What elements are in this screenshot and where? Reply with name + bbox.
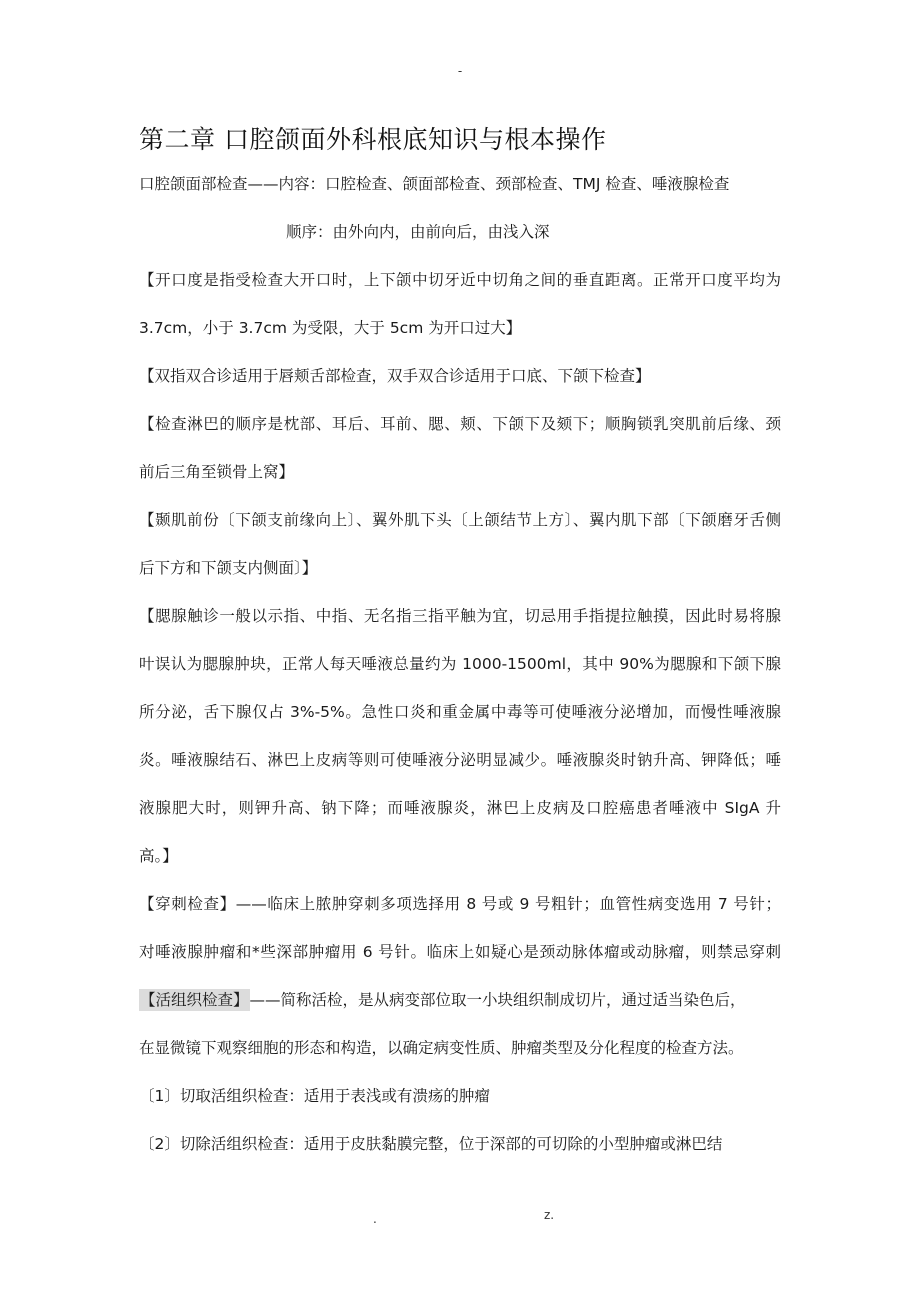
paragraph-line: 在显微镜下观察细胞的形态和构造，以确定病变性质、肿瘤类型及分化程度的检查方法。 — [139, 1039, 744, 1057]
paragraph-line: 液腺肥大时，则钾升高、钠下降；而唾液腺炎，淋巴上皮病及口腔癌患者唾液中 SIgA 升 — [139, 799, 781, 817]
paragraph-line: 【穿刺检查】——临床上脓肿穿刺多项选择用 8 号或 9 号粗针；血管性病变选用 7 号针； — [139, 895, 781, 913]
puncture-paragraph — [139, 892, 781, 964]
paragraph-line: 叶误认为腮腺肿块，正常人每天唾液总量约为 1000-1500ml，其中 90%为腮腺和下颌下腺 — [139, 655, 781, 673]
biopsy-item-1: 〔1〕切取活组织检查：适用于表浅或有溃疡的肿瘤 — [139, 1087, 490, 1105]
paragraph-line: 后下方和下颌支内侧面〕】 — [139, 559, 318, 577]
paragraph-line: 高。】 — [139, 847, 178, 865]
biopsy-paragraph — [139, 988, 781, 1060]
chapter-title: 第二章 口腔颌面外科根底知识与根本操作 — [139, 125, 607, 154]
paragraph-line: 【颞肌前份〔下颌支前缘向上〕、翼外肌下头〔上颌结节上方〕、翼内肌下部〔下颌磨牙舌侧 — [139, 511, 781, 529]
paragraph-line: 所分泌，舌下腺仅占 3%-5%。急性口炎和重金属中毒等可使唾液分泌增加，而慢性唾液腺 — [139, 703, 781, 721]
lymph-paragraph — [139, 412, 781, 484]
document-body — [139, 172, 781, 1180]
page-header-mark: - — [457, 64, 463, 78]
biopsy-item-2: 〔2〕切除活组织检查：适用于皮肤黏膜完整，位于深部的可切除的小型肿瘤或淋巴结 — [139, 1135, 723, 1153]
muscle-paragraph — [139, 508, 781, 580]
mouth-opening-paragraph — [139, 268, 781, 340]
paragraph-line — [139, 988, 781, 1012]
biopsy-definition-text: ——简称活检，是从病变部位取一小块组织制成切片，通过适当染色后， — [249, 991, 746, 1009]
paragraph-line: 炎。唾液腺结石、淋巴上皮病等则可使唾液分泌明显减少。唾液腺炎时钠升高、钾降低；唾 — [139, 751, 781, 769]
paragraph-line: 【开口度是指受检查大开口时，上下颌中切牙近中切角之间的垂直距离。正常开口度平均为 — [139, 271, 781, 289]
page-footer-left: . — [373, 1212, 377, 1226]
paragraph-line: 【检查淋巴的顺序是枕部、耳后、耳前、腮、颊、下颌下及颏下；顺胸锁乳突肌前后缘、颈 — [139, 415, 781, 433]
paragraph-line: 3.7cm，小于 3.7cm 为受限，大于 5cm 为开口过大】 — [139, 319, 522, 337]
palpation-line: 【双指双合诊适用于唇颊舌部检查，双手双合诊适用于口底、下颌下检查】 — [139, 367, 651, 385]
paragraph-line: 【腮腺触诊一般以示指、中指、无名指三指平触为宜，切忌用手指提拉触摸，因此时易将腺 — [139, 607, 781, 625]
paragraph-line: 对唾液腺肿瘤和*些深部肿瘤用 6 号针。临床上如疑心是颈动脉体瘤或动脉瘤，则禁忌穿刺 — [139, 943, 781, 961]
biopsy-highlight-label: 【活组织检查】 — [140, 991, 249, 1009]
paragraph-line: 前后三角至锁骨上窝】 — [139, 463, 295, 481]
parotid-paragraph — [139, 604, 781, 868]
exam-order-line: 顺序：由外向内，由前向后，由浅入深 — [286, 223, 550, 241]
exam-content-line: 口腔颌面部检查——内容：口腔检查、颌面部检查、颈部检查、TMJ 检查、唾液腺检查 — [139, 175, 730, 193]
page-footer-right: z. — [544, 1208, 555, 1222]
